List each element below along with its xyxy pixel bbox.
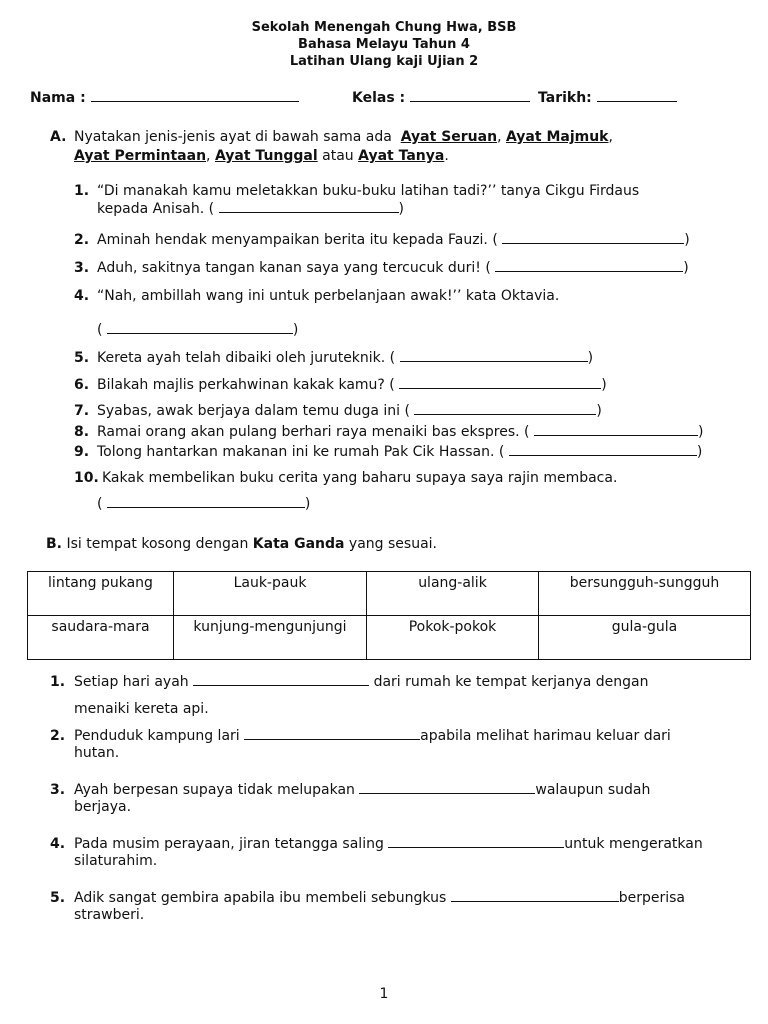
page-number: 1 xyxy=(379,986,389,1002)
b-q2-answer-blank[interactable] xyxy=(244,728,420,740)
type-ayat-tanya: Ayat Tanya xyxy=(358,148,445,164)
b-q4-line2: silaturahim. xyxy=(74,853,158,869)
type-ayat-seruan: Ayat Seruan xyxy=(400,129,498,145)
a-q9-number: 9. xyxy=(74,444,90,460)
school-name: Sekolah Menengah Chung Hwa, BSB xyxy=(251,20,517,35)
table-row xyxy=(28,572,751,616)
a-q2-answer-blank[interactable] xyxy=(502,232,684,244)
tarikh-field xyxy=(538,90,677,106)
a-q7-number: 7. xyxy=(74,403,90,419)
section-a-letter: A. xyxy=(50,129,67,145)
a-q4-answer-blank[interactable] xyxy=(107,322,293,334)
type-ayat-permintaan: Ayat Permintaan xyxy=(74,148,207,164)
b-q1-line1: Setiap hari ayah dari rumah ke tempat kerjanya dengan xyxy=(74,674,649,690)
a-q2-number: 2. xyxy=(74,232,90,248)
word-bank-cell: lintang pukang xyxy=(28,572,174,616)
section-a-instruction-line1: Nyatakan jenis-jenis ayat di bawah sama ada Ayat Seruan, Ayat Majmuk, xyxy=(74,129,613,145)
b-q3-line1: Ayah berpesan supaya tidak melupakan walaupun sudah xyxy=(74,782,651,798)
kata-ganda-label: Kata Ganda xyxy=(252,536,345,552)
table-row xyxy=(28,616,751,660)
a-q9-answer-blank[interactable] xyxy=(509,444,697,456)
b-q2-number: 2. xyxy=(50,728,66,744)
word-bank-cell: saudara-mara xyxy=(28,616,174,660)
a-q1-line1: “Di manakah kamu meletakkan buku-buku latihan tadi?’’ tanya Cikgu Firdaus xyxy=(97,183,640,199)
a-q3-answer-blank[interactable] xyxy=(495,260,683,272)
a-q6-answer-blank[interactable] xyxy=(399,377,601,389)
a-q1-line2: kepada Anisah. ( ) xyxy=(97,201,404,217)
word-bank-cell: ulang-alik xyxy=(367,572,539,616)
a-q5-text: Kereta ayah telah dibaiki oleh juruteknik. ( ) xyxy=(97,350,594,366)
a-q1-number: 1. xyxy=(74,183,90,199)
a-q8-number: 8. xyxy=(74,424,90,440)
word-bank-cell: bersungguh-sungguh xyxy=(539,572,751,616)
exam-title: Latihan Ulang kaji Ujian 2 xyxy=(289,54,479,69)
type-ayat-majmuk: Ayat Majmuk xyxy=(505,129,609,145)
word-bank-cell: Lauk-pauk xyxy=(174,572,367,616)
word-bank-table xyxy=(27,571,751,660)
a-q4-number: 4. xyxy=(74,288,90,304)
b-q5-line1: Adik sangat gembira apabila ibu membeli sebungkus berperisa xyxy=(74,890,685,906)
a-q2-text: Aminah hendak menyampaikan berita itu kepada Fauzi. ( ) xyxy=(97,232,690,248)
section-b-instruction: B. Isi tempat kosong dengan Kata Ganda yang sesuai. xyxy=(46,536,437,552)
b-q2-line1: Penduduk kampung lari apabila melihat harimau keluar dari xyxy=(74,728,671,744)
kelas-blank[interactable] xyxy=(410,90,530,102)
a-q7-text: Syabas, awak berjaya dalam temu duga ini ( ) xyxy=(97,403,602,419)
a-q4-text: “Nah, ambillah wang ini untuk perbelanjaan awak!’’ kata Oktavia. xyxy=(97,288,560,304)
a-q4-answer: ( ) xyxy=(97,322,299,338)
b-q5-answer-blank[interactable] xyxy=(451,890,619,902)
b-q5-number: 5. xyxy=(50,890,66,906)
word-bank-cell: kunjung-mengunjungi xyxy=(174,616,367,660)
subject-title: Bahasa Melayu Tahun 4 xyxy=(298,37,470,52)
b-q4-line1: Pada musim perayaan, jiran tetangga saling untuk mengeratkan xyxy=(74,836,703,852)
b-q3-answer-blank[interactable] xyxy=(359,782,535,794)
nama-field xyxy=(30,90,299,106)
b-q4-number: 4. xyxy=(50,836,66,852)
word-bank-cell: Pokok-pokok xyxy=(367,616,539,660)
a-q9-text: Tolong hantarkan makanan ini ke rumah Pak Cik Hassan. ( ) xyxy=(97,444,703,460)
a-q10-answer-blank[interactable] xyxy=(107,496,305,508)
a-q6-number: 6. xyxy=(74,377,90,393)
section-a-instruction-line2: Ayat Permintaan, Ayat Tunggal atau Ayat Tanya. xyxy=(74,148,449,164)
tarikh-blank[interactable] xyxy=(597,90,677,102)
a-q10-answer: ( ) xyxy=(97,496,311,512)
word-bank-cell: gula-gula xyxy=(539,616,751,660)
nama-label: Nama : xyxy=(30,90,86,106)
a-q6-text: Bilakah majlis perkahwinan kakak kamu? ( ) xyxy=(97,377,607,393)
a-q5-answer-blank[interactable] xyxy=(400,350,588,362)
b-q1-answer-blank[interactable] xyxy=(193,674,369,686)
section-b-letter: B. xyxy=(46,536,62,552)
b-q3-line2: berjaya. xyxy=(74,799,132,815)
b-q5-line2: strawberi. xyxy=(74,907,145,923)
a-q3-text: Aduh, sakitnya tangan kanan saya yang tercucuk duri! ( ) xyxy=(97,260,689,276)
type-ayat-tunggal: Ayat Tunggal xyxy=(214,148,318,164)
a-q1-answer-blank[interactable] xyxy=(219,201,399,213)
b-q3-number: 3. xyxy=(50,782,66,798)
a-q3-number: 3. xyxy=(74,260,90,276)
kelas-label: Kelas : xyxy=(352,90,406,106)
a-q10-number: 10. xyxy=(74,470,99,486)
a-q8-answer-blank[interactable] xyxy=(534,424,698,436)
kelas-field xyxy=(352,90,530,106)
a-q5-number: 5. xyxy=(74,350,90,366)
b-q1-line2: menaiki kereta api. xyxy=(74,701,209,717)
a-q10-text: Kakak membelikan buku cerita yang baharu supaya saya rajin membaca. xyxy=(102,470,618,486)
a-q8-text: Ramai orang akan pulang berhari raya menaiki bas ekspres. ( ) xyxy=(97,424,704,440)
b-q2-line2: hutan. xyxy=(74,745,120,761)
b-q1-number: 1. xyxy=(50,674,66,690)
tarikh-label: Tarikh: xyxy=(538,90,592,106)
b-q4-answer-blank[interactable] xyxy=(388,836,564,848)
nama-blank[interactable] xyxy=(91,90,299,102)
a-q7-answer-blank[interactable] xyxy=(414,403,596,415)
